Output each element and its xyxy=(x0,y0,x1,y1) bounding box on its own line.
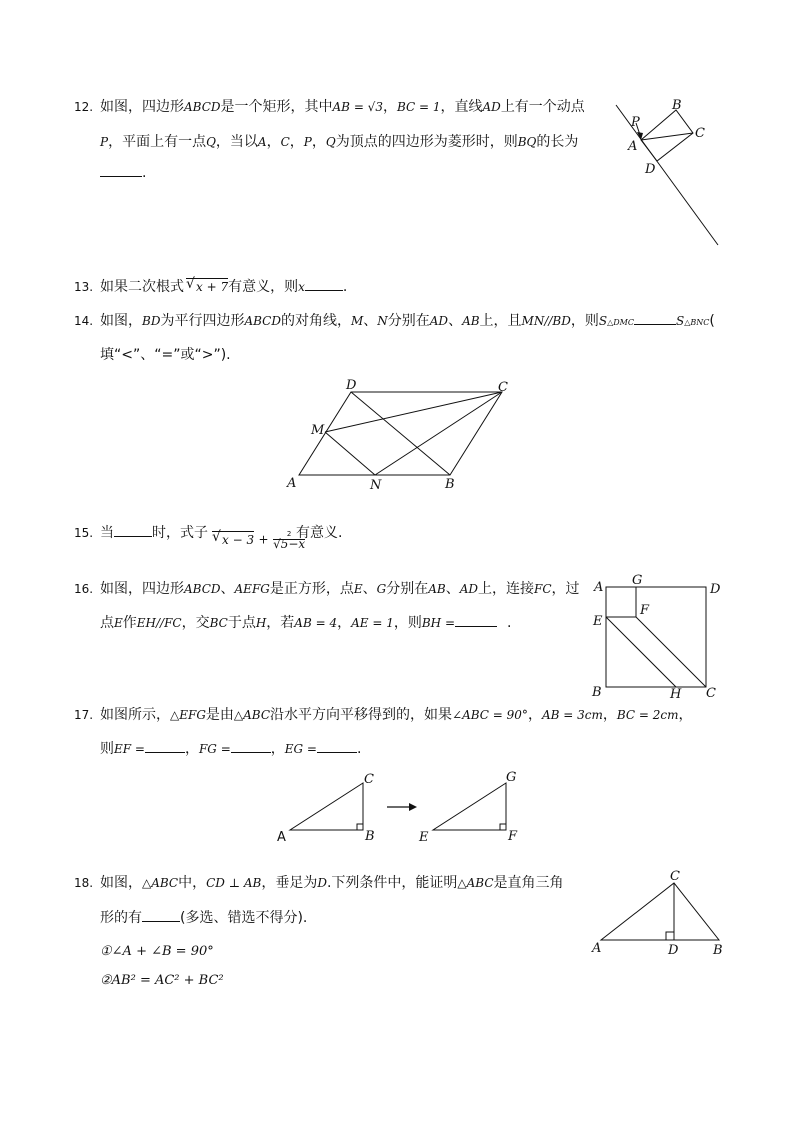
label-C: C xyxy=(498,380,508,395)
label-A: A xyxy=(592,941,602,956)
option-2: ②AB² = AC² + BC² xyxy=(100,973,224,988)
answer-blank xyxy=(305,278,343,291)
question-16-line-1: 如图，四边形ABCD、AEFG是正方形，点E、G分别在AB、AD上，连接FC，过 xyxy=(100,581,580,597)
label-A: A xyxy=(594,580,604,595)
question-18-line-1: 如图，△ABC中，CD ⊥ AB，垂足为D.下列条件中，能证明△ABC是直角三角 xyxy=(100,875,564,891)
label-D: D xyxy=(710,582,721,597)
label-C: C xyxy=(364,772,374,787)
figure-16 xyxy=(590,572,730,702)
label-B: B xyxy=(672,98,682,113)
expression: √ x − 3 + 2 √5−x xyxy=(212,528,306,551)
question-number: 13. xyxy=(74,280,94,294)
answer-blank xyxy=(145,740,185,753)
label-G: G xyxy=(506,770,517,785)
question-13-line-1: 如果二次根式 √ x + 7有意义，则x . xyxy=(100,276,348,295)
label-D: D xyxy=(346,378,357,393)
figure-12 xyxy=(600,95,730,255)
question-number: 12. xyxy=(74,100,94,114)
figure-14 xyxy=(280,375,520,495)
figure-17 xyxy=(270,765,530,850)
question-number: 16. xyxy=(74,582,94,596)
question-number: 15. xyxy=(74,526,94,540)
question-17-line-1: 如图所示，△EFG是由△ABC沿水平方向平移得到的，如果∠ABC = 90°，AB = 3cm，BC = 2cm， xyxy=(100,707,693,723)
figure-18 xyxy=(585,865,730,960)
label-B: B xyxy=(592,685,602,700)
answer-blank xyxy=(114,524,152,537)
question-14-line-2: 填“<”、“=”或“>”). xyxy=(100,347,231,363)
question-18-line-2: 形的有 (多选、错选不得分). xyxy=(100,910,308,926)
answer-blank xyxy=(634,312,676,325)
question-number: 18. xyxy=(74,876,94,890)
label-A: A xyxy=(628,139,638,154)
answer-blank xyxy=(142,909,180,922)
label-H: H xyxy=(670,687,682,702)
question-number: 14. xyxy=(74,314,94,328)
question-12-line-2: P，平面上有一点Q，当以A，C，P，Q为顶点的四边形为菱形时，则BQ的长为 xyxy=(100,134,579,150)
label-C: C xyxy=(670,869,680,884)
radical-sign: √ xyxy=(212,528,221,545)
question-12-line-3: . xyxy=(100,164,146,181)
question-16-line-2: 点E作EH//FC，交BC于点H，若AB = 4，AE = 1，则BH = . xyxy=(100,615,512,631)
fraction: 2 √5−x xyxy=(273,530,306,551)
label-C: C xyxy=(706,686,716,701)
answer-blank xyxy=(317,740,357,753)
label-A: A xyxy=(277,830,286,845)
label-C: C xyxy=(695,126,705,141)
label-E: E xyxy=(419,830,429,845)
answer-blank xyxy=(100,164,142,177)
option-1: ①∠A + ∠B = 90° xyxy=(100,944,214,959)
label-B: B xyxy=(365,829,375,844)
label-B: B xyxy=(713,943,723,958)
label-G: G xyxy=(632,573,643,588)
label-F: F xyxy=(640,603,650,618)
label-B: B xyxy=(445,477,455,492)
label-P: P xyxy=(631,115,640,130)
radical-sign: √ xyxy=(186,276,195,292)
question-14-line-1: 如图，BD为平行四边形ABCD的对角线，M、N分别在AD、AB上，且MN//BD，则S△DMC S△BNC( xyxy=(100,313,715,329)
answer-blank xyxy=(231,740,271,753)
question-15-line-1: 当 时，式子 xyxy=(100,525,208,541)
label-D: D xyxy=(668,943,679,958)
label-E: E xyxy=(593,614,603,629)
sqrt-expression: √ x + 7 xyxy=(186,276,229,294)
question-12-line-1: 如图，四边形ABCD是一个矩形，其中AB = √3，BC = 1，直线AD上有一个动点 xyxy=(100,99,585,115)
label-A: A xyxy=(287,476,297,491)
answer-blank xyxy=(455,614,497,627)
label-N: N xyxy=(370,478,382,493)
question-17-line-2: 则EF = ，FG = ，EG = . xyxy=(100,741,362,757)
label-F: F xyxy=(508,829,518,844)
question-number: 17. xyxy=(74,708,94,722)
label-D: D xyxy=(645,162,656,177)
question-15-line-1-end: 有意义. xyxy=(296,525,343,541)
label-M: M xyxy=(311,423,325,438)
sqrt-expression: √ x − 3 xyxy=(212,528,255,547)
